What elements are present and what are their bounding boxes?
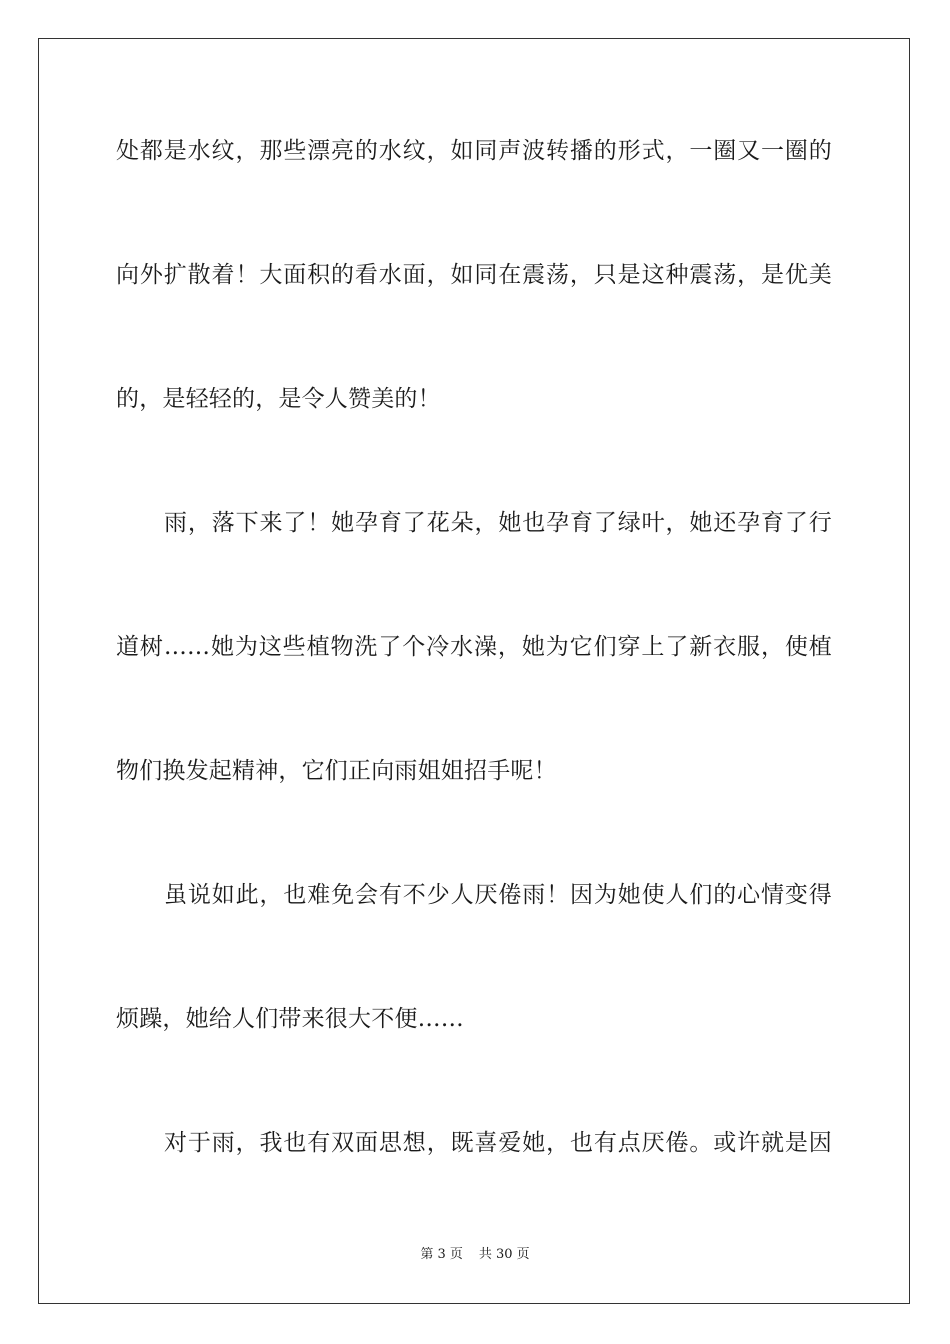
paragraph-line: 向外扩散着！大面积的看水面，如同在震荡，只是这种震荡，是优美 [116, 262, 832, 288]
paragraph-line: 处都是水纹，那些漂亮的水纹，如同声波转播的形式，一圈又一圈的 [116, 138, 832, 164]
paragraph-line: 物们换发起精神，它们正向雨姐姐招手呢！ [116, 758, 557, 784]
paragraph-line: 虽说如此，也难免会有不少人厌倦雨！因为她使人们的心情变得 [164, 882, 832, 908]
page-footer [0, 1246, 950, 1264]
paragraph-line: 雨，落下来了！她孕育了花朵，她也孕育了绿叶，她还孕育了行 [164, 510, 832, 536]
page-total: 共 30 页 [478, 1247, 530, 1262]
page-number: 第 3 页 [420, 1247, 463, 1262]
paragraph-line: 对于雨，我也有双面思想，既喜爱她，也有点厌倦。或许就是因 [164, 1130, 832, 1156]
paragraph-line: 的，是轻轻的，是令人赞美的！ [116, 386, 441, 412]
paragraph-line: 烦躁，她给人们带来很大不便…… [116, 1006, 464, 1032]
page-frame [38, 38, 910, 1304]
paragraph-line: 道树……她为这些植物洗了个冷水澡，她为它们穿上了新衣服，使植 [116, 634, 832, 660]
